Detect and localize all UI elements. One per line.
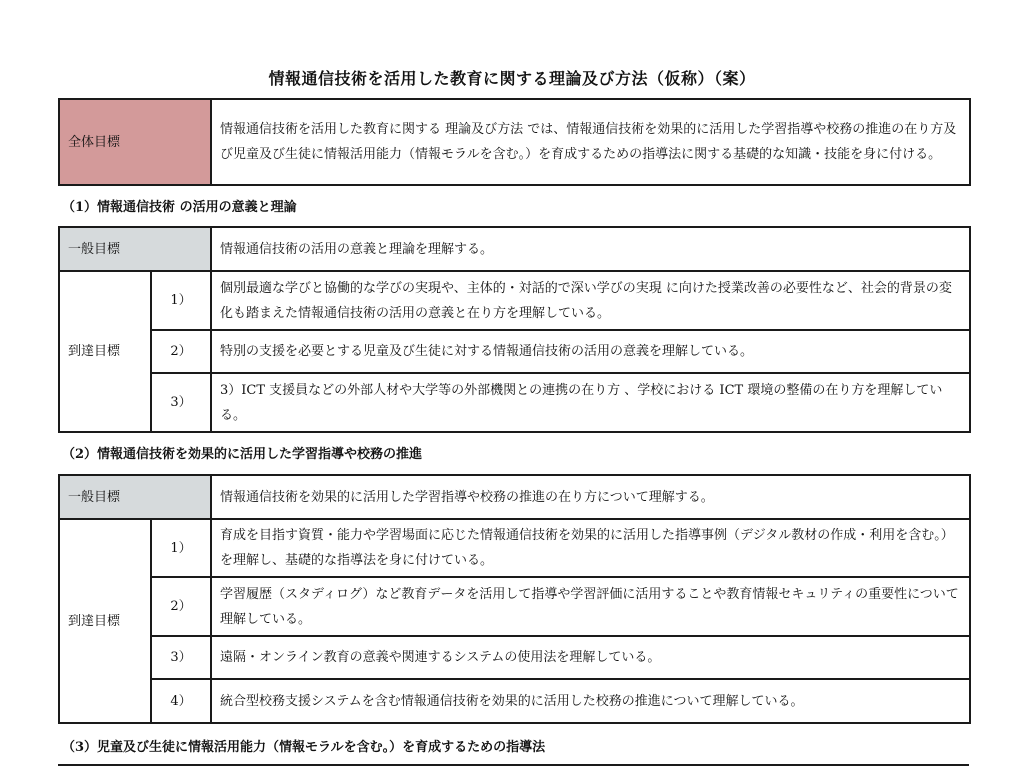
general-goal-row — [59, 227, 970, 271]
target-item-text: 学習履歴（スタディログ）など教育データを活用して指導や学習評価に活用することや教育情報セキュリティの重要性について理解している。 — [211, 577, 970, 636]
overall-goal-text: 情報通信技術を活用した教育に関する 理論及び方法 では、情報通信技術を効果的に活用した学習指導や校務の推進の在り方及び児童及び生徒に情報活用能力（情報モラルを含む。）を育成するための指導法に関する基礎的な知識・技能を身に付ける。 — [211, 99, 970, 185]
target-item-number: 3） — [151, 373, 211, 432]
target-item-number: 2） — [151, 577, 211, 636]
overall-goal-label: 全体目標 — [59, 99, 211, 185]
target-item-text: 特別の支援を必要とする児童及び生徒に対する情報通信技術の活用の意義を理解している。 — [211, 330, 970, 373]
target-item-number: 3） — [151, 636, 211, 679]
page-title: 情報通信技術を活用した教育に関する理論及び方法（仮称）（案） — [268, 69, 756, 88]
target-row — [59, 330, 970, 373]
target-row — [59, 679, 970, 723]
target-goal-label: 到達目標 — [59, 271, 151, 432]
target-row — [59, 636, 970, 679]
target-item-text: 3）ICT 支援員などの外部人材や大学等の外部機関との連携の在り方 、学校における ICT 環境の整備の在り方を理解している。 — [211, 373, 970, 432]
section-2-table — [58, 474, 971, 724]
section-2-heading: （2）情報通信技術を効果的に活用した学習指導や校務の推進 — [62, 447, 423, 462]
target-goal-label: 到達目標 — [59, 519, 151, 723]
general-goal-label: 一般目標 — [59, 227, 211, 271]
section-3-heading: （3）児童及び生徒に情報活用能力（情報モラルを含む。）を育成するための指導法 — [62, 740, 546, 755]
target-item-text: 個別最適な学びと協働的な学びの実現や、主体的・対話的で深い学びの実現 に向けた授業改善の必要性など、社会的背景の変化も踏まえた情報通信技術の活用の意義と在り方を理解している。 — [211, 271, 970, 330]
target-item-number: 1） — [151, 271, 211, 330]
target-item-number: 4） — [151, 679, 211, 723]
general-goal-text: 情報通信技術を効果的に活用した学習指導や校務の推進の在り方について理解する。 — [211, 475, 970, 519]
target-row — [59, 271, 970, 330]
target-item-text: 統合型校務支援システムを含む情報通信技術を効果的に活用した校務の推進について理解している。 — [211, 679, 970, 723]
section-3-table-top-edge — [58, 764, 969, 768]
general-goal-label: 一般目標 — [59, 475, 211, 519]
target-row — [59, 577, 970, 636]
target-item-number: 2） — [151, 330, 211, 373]
target-row — [59, 373, 970, 432]
overall-goal-row — [59, 99, 970, 185]
general-goal-row — [59, 475, 970, 519]
target-item-text: 育成を目指す資質・能力や学習場面に応じた情報通信技術を効果的に活用した指導事例（デジタル教材の作成・利用を含む。）を理解し、基礎的な指導法を身に付けている。 — [211, 519, 970, 577]
section-1-heading: （1）情報通信技術 の活用の意義と理論 — [62, 200, 297, 215]
overall-goal-table — [58, 98, 971, 186]
target-item-number: 1） — [151, 519, 211, 577]
target-item-text: 遠隔・オンライン教育の意義や関連するシステムの使用法を理解している。 — [211, 636, 970, 679]
section-1-table — [58, 226, 971, 433]
general-goal-text: 情報通信技術の活用の意義と理論を理解する。 — [211, 227, 970, 271]
target-row — [59, 519, 970, 577]
